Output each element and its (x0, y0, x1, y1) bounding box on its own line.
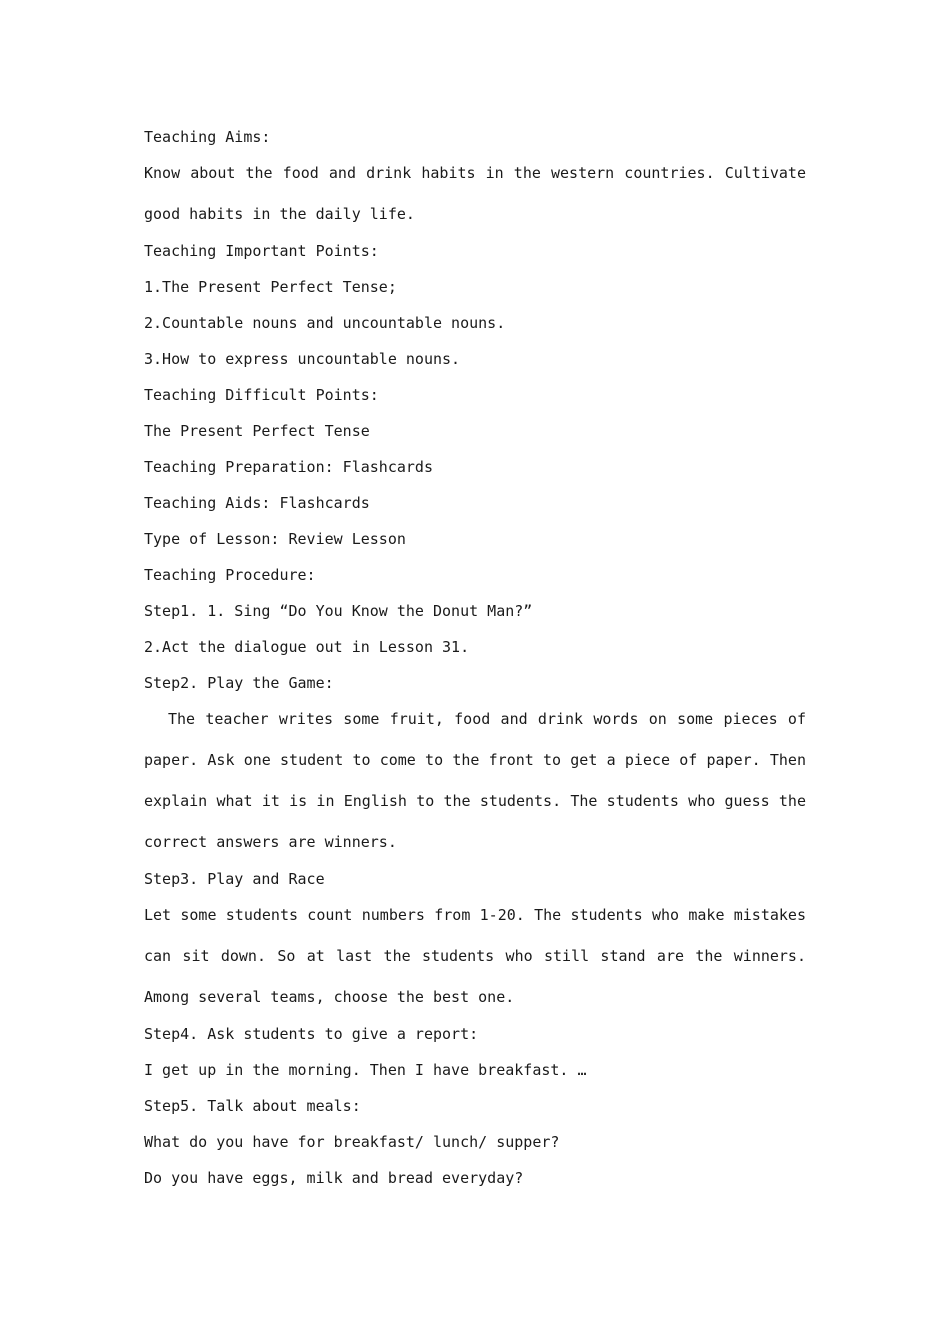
text-line: I get up in the morning. Then I have breakfast. … (144, 1061, 587, 1079)
heading-difficult-points: Teaching Difficult Points: (144, 386, 379, 404)
heading-procedure: Teaching Procedure: (144, 566, 316, 584)
list-item: 3.How to express uncountable nouns. (144, 350, 461, 368)
step-line: Step5. Talk about meals: (144, 1097, 361, 1115)
document-page (144, 126, 806, 1203)
text-line: The Present Perfect Tense (144, 422, 370, 440)
paragraph-aims: Know about the food and drink habits in the western countries. Cultivate good habits in the daily life. (144, 164, 806, 223)
step-line: Step2. Play the Game: (144, 674, 334, 692)
text-line: Type of Lesson: Review Lesson (144, 530, 406, 548)
text-line: Teaching Preparation: Flashcards (144, 458, 433, 476)
heading-important-points: Teaching Important Points: (144, 242, 379, 260)
list-item: 1.The Present Perfect Tense; (144, 278, 397, 296)
step-line: Step4. Ask students to give a report: (144, 1025, 479, 1043)
text-line: Teaching Aids: Flashcards (144, 494, 370, 512)
step-line: 2.Act the dialogue out in Lesson 31. (144, 638, 470, 656)
text-line: What do you have for breakfast/ lunch/ supper? (144, 1133, 560, 1151)
step-line: Step3. Play and Race (144, 870, 325, 888)
text-line: Do you have eggs, milk and bread everyday? (144, 1169, 524, 1187)
list-item: 2.Countable nouns and uncountable nouns. (144, 314, 506, 332)
step-line: Step1. 1. Sing “Do You Know the Donut Man?” (144, 602, 533, 620)
paragraph-race: Let some students count numbers from 1-20. The students who make mistakes can sit down. So at last the students who still stand are the winners. Among several teams, choose the best one. (144, 906, 806, 1006)
heading-teaching-aims: Teaching Aims: (144, 128, 271, 146)
paragraph-game: The teacher writes some fruit, food and drink words on some pieces of paper. Ask one student to come to the front to get a piece of paper. Then explain what it is in English to the students. The students who guess the correct answers are winners. (144, 710, 806, 851)
